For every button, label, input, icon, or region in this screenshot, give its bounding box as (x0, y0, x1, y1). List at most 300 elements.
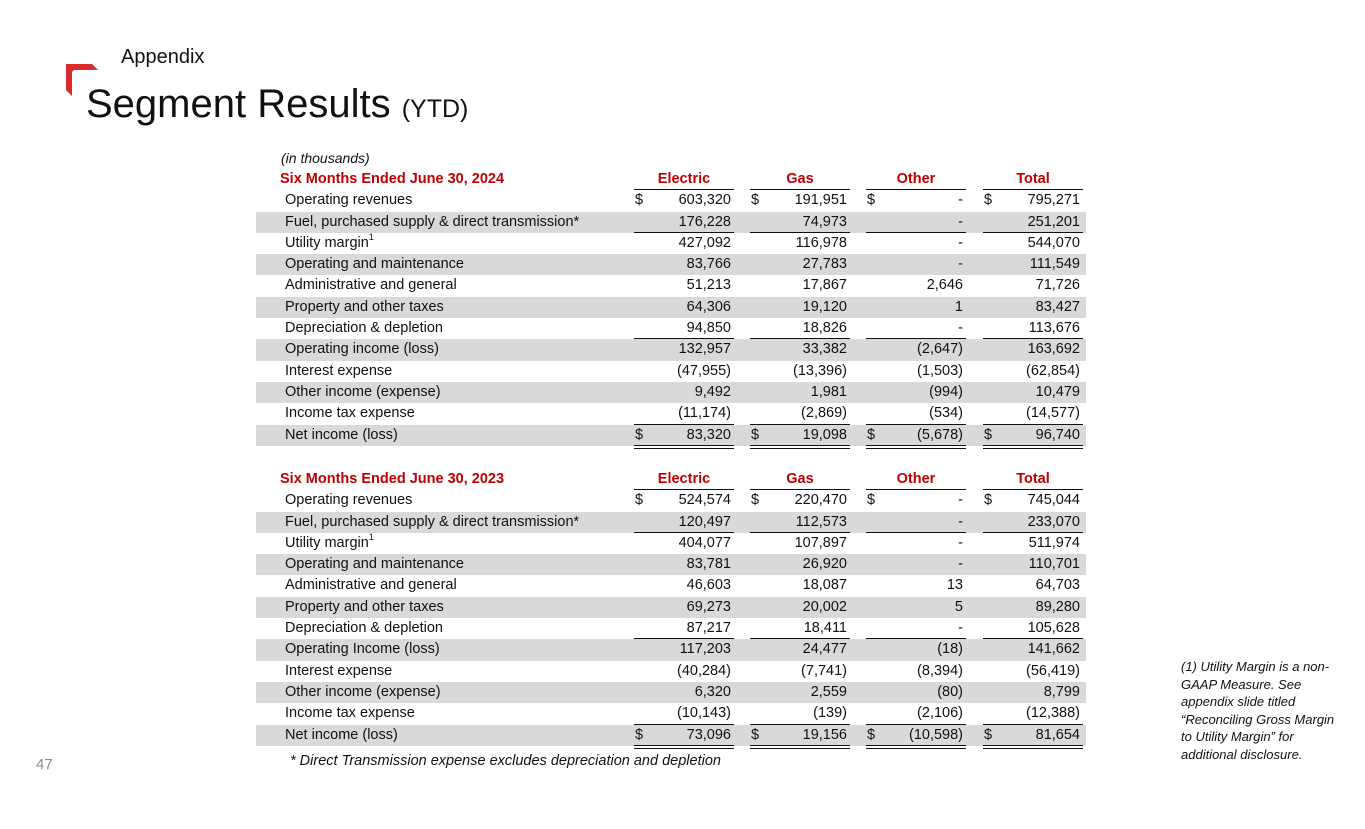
period-heading: Six Months Ended June 30, 2024 (280, 171, 505, 187)
table-row (256, 361, 1086, 382)
value-cell-total (983, 597, 1083, 618)
row-label (285, 361, 392, 382)
row-label-text: Operating income (loss) (285, 341, 439, 358)
cell-value: (40,284) (676, 662, 731, 679)
row-label (285, 190, 412, 211)
row-label-text: Net income (loss) (285, 426, 398, 443)
row-label-text: Income tax expense (285, 405, 415, 422)
cell-value: 94,850 (686, 320, 731, 337)
table-row (256, 512, 1086, 533)
value-cell-electric (634, 661, 734, 682)
value-cell-electric (634, 382, 734, 403)
value-cell-electric (634, 403, 734, 424)
cell-value: 17,867 (802, 277, 847, 294)
cell-value: 511,974 (1028, 534, 1080, 551)
value-cell-other (866, 575, 966, 596)
cell-value: (13,396) (792, 362, 847, 379)
cell-value: 603,320 (678, 192, 731, 209)
value-cell-total (983, 190, 1083, 211)
cell-value: 404,077 (678, 534, 731, 551)
table-header-row (256, 469, 1086, 490)
row-label-text: Operating revenues (285, 492, 413, 509)
row-label (285, 597, 444, 618)
value-cell-total (983, 618, 1083, 639)
cell-value: (2,869) (801, 405, 847, 422)
value-cell-total (983, 725, 1083, 746)
value-cell-gas (750, 233, 850, 254)
cell-value: 24,477 (802, 641, 847, 658)
value-cell-gas (750, 703, 850, 724)
cell-value: - (958, 492, 963, 509)
currency-symbol: $ (751, 426, 760, 443)
value-cell-other (866, 661, 966, 682)
value-cell-other (866, 682, 966, 703)
cell-value: (10,598) (908, 726, 963, 743)
cell-value: - (958, 234, 963, 251)
table-header-row (256, 169, 1086, 190)
cell-value: (2,647) (917, 341, 963, 358)
value-cell-total (983, 318, 1083, 339)
cell-value: 69,273 (686, 598, 731, 615)
value-cell-electric (634, 233, 734, 254)
cell-value: (11,174) (678, 405, 731, 422)
row-label (285, 254, 464, 275)
value-cell-total (983, 703, 1083, 724)
cell-value: - (958, 192, 963, 209)
value-cell-electric (634, 275, 734, 296)
cell-value: 83,781 (686, 556, 731, 573)
currency-symbol: $ (984, 726, 993, 743)
value-cell-gas (750, 512, 850, 533)
row-label (285, 554, 464, 575)
table-row (256, 190, 1086, 211)
table-row (256, 339, 1086, 360)
table-row (256, 533, 1086, 554)
cell-value: 96,740 (1035, 426, 1080, 443)
cell-value: 120,497 (678, 513, 731, 530)
cell-value: (2,106) (917, 705, 963, 722)
row-label-text: Fuel, purchased supply & direct transmission* (285, 513, 580, 530)
row-label-text: Fuel, purchased supply & direct transmission* (285, 213, 580, 230)
cell-value: 83,320 (686, 426, 731, 443)
cell-value: 191,951 (794, 192, 847, 209)
value-cell-gas (750, 275, 850, 296)
cell-value: 18,087 (802, 577, 847, 594)
value-cell-other (866, 254, 966, 275)
row-label (285, 725, 398, 746)
currency-symbol: $ (984, 192, 993, 209)
value-cell-electric (634, 725, 734, 746)
row-label (285, 661, 392, 682)
cell-value: 89,280 (1035, 598, 1080, 615)
value-cell-gas (750, 318, 850, 339)
table-row (256, 382, 1086, 403)
value-cell-electric (634, 361, 734, 382)
table-row (256, 554, 1086, 575)
value-cell-total (983, 533, 1083, 554)
value-cell-electric (634, 339, 734, 360)
value-cell-gas (750, 382, 850, 403)
cell-value: 2,559 (810, 683, 847, 700)
row-label-text: Operating and maintenance (285, 556, 464, 573)
cell-value: - (958, 513, 963, 530)
cell-value: 18,826 (802, 320, 847, 337)
value-cell-electric (634, 533, 734, 554)
cell-value: 83,427 (1035, 298, 1080, 315)
table-row (256, 618, 1086, 639)
cell-value: 46,603 (686, 577, 731, 594)
table-row (256, 661, 1086, 682)
row-label-text: Administrative and general (285, 577, 457, 594)
value-cell-gas (750, 190, 850, 211)
footnote: * Direct Transmission expense excludes depreciation and depletion (290, 753, 721, 769)
value-cell-total (983, 233, 1083, 254)
table-row (256, 703, 1086, 724)
value-cell-gas (750, 682, 850, 703)
cell-value: (994) (929, 383, 963, 400)
cell-value: 116,978 (795, 234, 847, 251)
cell-value: 19,098 (802, 426, 847, 443)
currency-symbol: $ (984, 426, 993, 443)
value-cell-gas (750, 490, 850, 511)
value-cell-other (866, 512, 966, 533)
cell-value: (5,678) (917, 426, 963, 443)
value-cell-total (983, 639, 1083, 660)
cell-value: 19,156 (802, 726, 847, 743)
cell-value: (12,388) (1025, 705, 1080, 722)
cell-value: (1,503) (917, 362, 963, 379)
cell-value: 132,957 (678, 341, 731, 358)
cell-value: (47,955) (676, 362, 731, 379)
table-row (256, 212, 1086, 233)
currency-symbol: $ (751, 726, 760, 743)
cell-value: (18) (937, 641, 963, 658)
value-cell-total (983, 361, 1083, 382)
value-cell-electric (634, 682, 734, 703)
row-label-text: Utility margin (285, 234, 369, 251)
table-row (256, 597, 1086, 618)
page-number: 47 (36, 756, 53, 773)
cell-value: 8,799 (1043, 683, 1080, 700)
value-cell-total (983, 275, 1083, 296)
value-cell-total (983, 661, 1083, 682)
cell-value: - (958, 620, 963, 637)
row-label-text: Depreciation & depletion (285, 320, 443, 337)
row-label-text: Operating revenues (285, 192, 413, 209)
value-cell-gas (750, 254, 850, 275)
column-header-electric: Electric (634, 469, 734, 490)
value-cell-other (866, 725, 966, 746)
cell-value: 27,783 (802, 256, 847, 273)
cell-value: 163,692 (1027, 341, 1080, 358)
row-label (285, 425, 398, 446)
value-cell-other (866, 190, 966, 211)
value-cell-electric (634, 554, 734, 575)
cell-value: 111,549 (1029, 256, 1080, 273)
value-cell-other (866, 212, 966, 233)
row-label-text: Administrative and general (285, 277, 457, 294)
value-cell-total (983, 512, 1083, 533)
utility-margin-note: (1) Utility Margin is a non-GAAP Measure. See appendix slide titled “Reconciling Gross Margin to Utility Margin” for additional disclosure. (1181, 659, 1335, 762)
column-header-other: Other (866, 169, 966, 190)
value-cell-other (866, 361, 966, 382)
row-label (285, 212, 579, 233)
row-label (285, 639, 440, 660)
value-cell-gas (750, 597, 850, 618)
table-row (256, 233, 1086, 254)
value-cell-electric (634, 190, 734, 211)
value-cell-other (866, 233, 966, 254)
value-cell-gas (750, 212, 850, 233)
table-row (256, 297, 1086, 318)
value-cell-total (983, 297, 1083, 318)
value-cell-gas (750, 661, 850, 682)
cell-value: 64,306 (686, 298, 731, 315)
cell-value: 10,479 (1035, 383, 1080, 400)
value-cell-electric (634, 639, 734, 660)
value-cell-other (866, 403, 966, 424)
cell-value: 20,002 (802, 598, 847, 615)
cell-value: 18,411 (803, 620, 847, 637)
currency-symbol: $ (867, 426, 876, 443)
value-cell-gas (750, 403, 850, 424)
value-cell-total (983, 575, 1083, 596)
column-header-gas: Gas (750, 169, 850, 190)
row-label-text: Depreciation & depletion (285, 620, 443, 637)
row-label (285, 233, 374, 254)
cell-value: 1,981 (810, 383, 847, 400)
segment-table-2023 (256, 469, 1086, 746)
value-cell-other (866, 275, 966, 296)
section-eyebrow: Appendix (121, 46, 205, 68)
value-cell-gas (750, 533, 850, 554)
column-header-total: Total (983, 169, 1083, 190)
value-cell-gas (750, 725, 850, 746)
cell-value: 19,120 (802, 298, 847, 315)
currency-symbol: $ (635, 492, 644, 509)
row-label-text: Interest expense (285, 362, 393, 379)
value-cell-gas (750, 425, 850, 446)
cell-value: 220,470 (794, 492, 847, 509)
row-label (285, 403, 415, 424)
cell-value: 73,096 (686, 726, 731, 743)
footnote-marker: 1 (368, 532, 374, 543)
row-label (285, 618, 443, 639)
value-cell-electric (634, 618, 734, 639)
footnote-marker: 1 (368, 232, 374, 243)
table-row (256, 575, 1086, 596)
cell-value: 113,676 (1028, 320, 1080, 337)
cell-value: 1 (954, 298, 963, 315)
row-label-text: Property and other taxes (285, 298, 444, 315)
cell-value: - (958, 320, 963, 337)
value-cell-other (866, 382, 966, 403)
cell-value: 74,973 (802, 213, 847, 230)
cell-value: 176,228 (678, 213, 731, 230)
currency-symbol: $ (751, 492, 760, 509)
cell-value: 13 (946, 577, 963, 594)
cell-value: 107,897 (794, 534, 847, 551)
row-label-text: Other income (expense) (285, 683, 441, 700)
row-label (285, 275, 457, 296)
column-header-total: Total (983, 469, 1083, 490)
currency-symbol: $ (751, 192, 760, 209)
cell-value: 105,628 (1027, 620, 1080, 637)
row-label-text: Operating Income (loss) (285, 641, 440, 658)
value-cell-gas (750, 361, 850, 382)
cell-value: (8,394) (917, 662, 963, 679)
cell-value: 112,573 (795, 513, 847, 530)
cell-value: 117,203 (679, 641, 731, 658)
value-cell-gas (750, 618, 850, 639)
cell-value: 251,201 (1027, 213, 1080, 230)
value-cell-other (866, 554, 966, 575)
value-cell-total (983, 490, 1083, 511)
value-cell-other (866, 597, 966, 618)
cell-value: 110,701 (1028, 556, 1080, 573)
row-label (285, 339, 439, 360)
table-row (256, 425, 1086, 446)
cell-value: - (958, 534, 963, 551)
row-label (285, 703, 415, 724)
cell-value: (7,741) (801, 662, 847, 679)
page-title (86, 82, 468, 127)
cell-value: - (958, 556, 963, 573)
currency-symbol: $ (867, 492, 876, 509)
value-cell-other (866, 318, 966, 339)
row-label (285, 512, 579, 533)
cell-value: (534) (929, 405, 963, 422)
value-cell-electric (634, 212, 734, 233)
row-label (285, 297, 444, 318)
value-cell-electric (634, 597, 734, 618)
cell-value: (139) (813, 705, 847, 722)
value-cell-other (866, 533, 966, 554)
cell-value: (14,577) (1025, 405, 1080, 422)
cell-value: 233,070 (1027, 513, 1080, 530)
cell-value: 83,766 (686, 256, 731, 273)
row-label-text: Utility margin (285, 534, 369, 551)
page-title-main: Segment Results (86, 82, 391, 126)
row-label (285, 382, 441, 403)
currency-symbol: $ (635, 726, 644, 743)
value-cell-electric (634, 254, 734, 275)
row-label (285, 575, 457, 596)
page-title-suffix: (YTD) (401, 95, 469, 123)
value-cell-total (983, 339, 1083, 360)
value-cell-electric (634, 425, 734, 446)
cell-value: (10,143) (676, 705, 731, 722)
cell-value: 141,662 (1027, 641, 1080, 658)
row-label-text: Other income (expense) (285, 383, 441, 400)
cell-value: 81,654 (1035, 726, 1080, 743)
row-label-text: Property and other taxes (285, 598, 444, 615)
cell-value: 71,726 (1035, 277, 1080, 294)
value-cell-total (983, 554, 1083, 575)
cell-value: (62,854) (1025, 362, 1080, 379)
value-cell-electric (634, 490, 734, 511)
row-label (285, 490, 412, 511)
value-cell-total (983, 682, 1083, 703)
table-row (256, 725, 1086, 746)
table-row (256, 275, 1086, 296)
cell-value: 6,320 (694, 683, 731, 700)
value-cell-total (983, 425, 1083, 446)
value-cell-other (866, 425, 966, 446)
cell-value: 87,217 (686, 620, 731, 637)
cell-value: 9,492 (694, 383, 731, 400)
currency-symbol: $ (635, 192, 644, 209)
row-label-text: Net income (loss) (285, 726, 398, 743)
value-cell-other (866, 618, 966, 639)
value-cell-other (866, 703, 966, 724)
row-label (285, 682, 441, 703)
table-row (256, 318, 1086, 339)
value-cell-total (983, 212, 1083, 233)
cell-value: 544,070 (1027, 234, 1080, 251)
period-heading: Six Months Ended June 30, 2023 (280, 471, 505, 487)
value-cell-total (983, 382, 1083, 403)
cell-value: 745,044 (1027, 492, 1080, 509)
value-cell-electric (634, 703, 734, 724)
cell-value: 5 (954, 598, 963, 615)
value-cell-total (983, 403, 1083, 424)
table-row (256, 403, 1086, 424)
value-cell-other (866, 339, 966, 360)
currency-symbol: $ (984, 492, 993, 509)
value-cell-other (866, 490, 966, 511)
value-cell-gas (750, 575, 850, 596)
row-label (285, 533, 374, 554)
value-cell-electric (634, 318, 734, 339)
currency-symbol: $ (867, 726, 876, 743)
cell-value: 795,271 (1027, 192, 1080, 209)
currency-symbol: $ (635, 426, 644, 443)
value-cell-gas (750, 639, 850, 660)
column-header-gas: Gas (750, 469, 850, 490)
table-row (256, 639, 1086, 660)
column-header-electric: Electric (634, 169, 734, 190)
table-row (256, 682, 1086, 703)
row-label-text: Operating and maintenance (285, 256, 464, 273)
value-cell-gas (750, 554, 850, 575)
value-cell-total (983, 254, 1083, 275)
cell-value: 524,574 (678, 492, 731, 509)
value-cell-other (866, 297, 966, 318)
cell-value: (56,419) (1025, 662, 1080, 679)
cell-value: 64,703 (1035, 577, 1080, 594)
value-cell-gas (750, 297, 850, 318)
cell-value: 51,213 (686, 277, 731, 294)
value-cell-electric (634, 297, 734, 318)
currency-symbol: $ (867, 192, 876, 209)
cell-value: 2,646 (926, 277, 963, 294)
cell-value: - (958, 256, 963, 273)
table-row (256, 490, 1086, 511)
row-label-text: Income tax expense (285, 705, 415, 722)
value-cell-electric (634, 575, 734, 596)
cell-value: (80) (937, 683, 963, 700)
cell-value: 26,920 (802, 556, 847, 573)
value-cell-gas (750, 339, 850, 360)
cell-value: 33,382 (802, 341, 847, 358)
cell-value: 427,092 (678, 234, 731, 251)
value-cell-other (866, 639, 966, 660)
column-header-other: Other (866, 469, 966, 490)
units-note: (in thousands) (281, 150, 370, 166)
segment-table-2024 (256, 169, 1086, 446)
table-row (256, 254, 1086, 275)
